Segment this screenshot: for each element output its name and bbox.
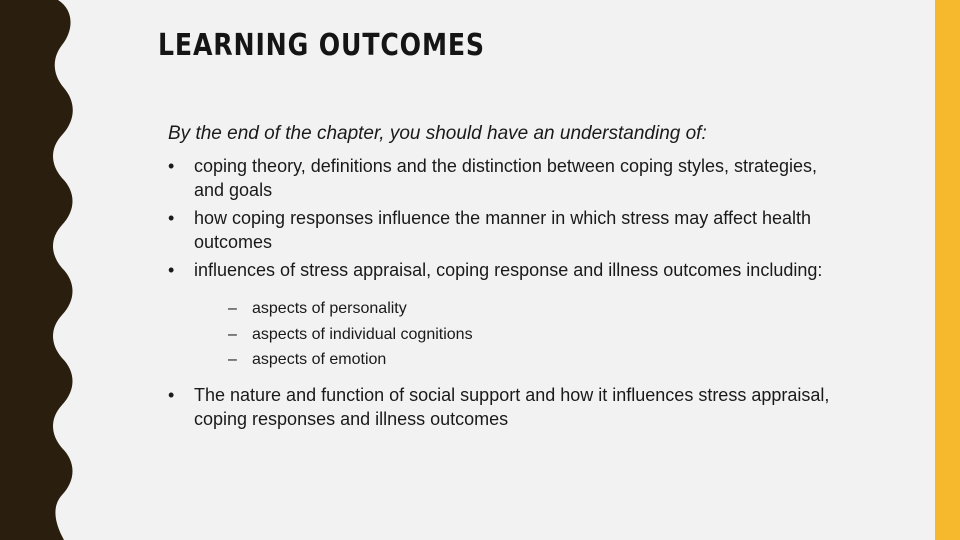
sub-list-item-text: aspects of personality — [252, 300, 407, 317]
list-item-text: The nature and function of social support and how it influences stress appraisal, coping responses and illness outcomes — [194, 384, 830, 429]
sub-list-item-text: aspects of individual cognitions — [252, 325, 473, 343]
list-item — [168, 206, 848, 254]
dash-icon: – — [228, 300, 237, 317]
bullet-icon: • — [168, 260, 175, 280]
intro-text: By the end of the chapter, you should have an understanding of: — [168, 123, 707, 144]
sub-list-item — [228, 347, 848, 373]
dash-icon: – — [228, 351, 237, 368]
slide-title: LEARNING OUTCOMES — [158, 28, 485, 63]
list-item — [168, 154, 848, 202]
list-item — [168, 258, 848, 373]
list-item-text: how coping responses influence the manner in which stress may affect health outcomes — [194, 208, 812, 252]
bullet-icon: • — [168, 156, 175, 176]
wavy-edge-shape — [0, 0, 73, 540]
sub-list-item — [228, 322, 848, 348]
list-item — [168, 383, 848, 431]
list-item-text: coping theory, definitions and the distinction between coping styles, strategies, and goals — [194, 156, 818, 200]
right-accent-band — [935, 0, 960, 540]
outcomes-list — [168, 154, 848, 431]
sub-list — [228, 296, 848, 373]
bullet-icon: • — [168, 384, 175, 405]
slide-content — [168, 122, 848, 435]
sub-list-item-text: aspects of emotion — [252, 351, 387, 368]
bullet-icon: • — [168, 208, 175, 228]
list-item-text: influences of stress appraisal, coping response and illness outcomes including: — [194, 260, 823, 280]
dash-icon: – — [228, 325, 237, 343]
left-decorative-band — [0, 0, 80, 540]
sub-list-item — [228, 296, 848, 322]
